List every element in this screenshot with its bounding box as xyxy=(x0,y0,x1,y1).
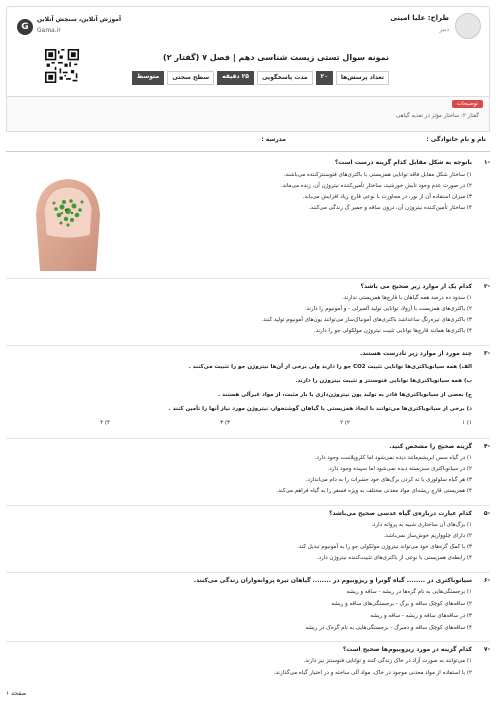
statement-a: الف) همه سیانوباکتری‌ها توانایی تثبیت CO2 جو را دارند ولی برخی از آن‌ها نیتروژن جو را تثبیت می‌کنند . xyxy=(188,364,472,370)
page-number: صفحه ۱ xyxy=(6,690,27,697)
question-divider xyxy=(6,438,490,439)
statement-d: د) برخی از سیانوباکتری‌ها می‌توانند با ایجاد همزیستی با گیاهان گوشتخوار، نیتروژن مورد نیاز آنها را تأمین کنند . xyxy=(168,406,472,412)
option-2[interactable]: ۲) ساقه‌های کوچک ساقه و برگ - برجستگی‌های ساقه و ریشه xyxy=(331,601,472,607)
meta-count-label: تعداد پرسش‌ها xyxy=(336,71,389,85)
student-name-label: نام و نام خانوادگی : xyxy=(426,136,486,143)
option-3[interactable]: ۳) میزان استفاده آن از نور، در مجاورت با نوعی قارچ زیاد افزایش می‌یابد. xyxy=(302,194,472,200)
option-4[interactable]: ۴) رابطه‌ی همزیستی با نوعی از باکتری‌های تثبیت‌کننده نیتروژن دارد. xyxy=(316,555,472,561)
option-1[interactable]: ۱) در گیاه سس ابریشم‌مانند دیده نمی‌شود اما کلروپلاست وجود دارد. xyxy=(314,455,472,461)
question-number: ۲- xyxy=(483,283,490,290)
meta-count-value: ۲۰ xyxy=(316,71,333,85)
worksheet-header xyxy=(6,6,490,100)
question-number: ۴- xyxy=(483,443,490,450)
author-role: دبیر xyxy=(439,26,449,33)
choice-4[interactable]: ۴) ۴ xyxy=(100,420,110,426)
question-divider xyxy=(6,572,490,573)
brand-url: Gama.ir xyxy=(37,27,61,34)
meta-difficulty-value: متوسط xyxy=(132,71,164,85)
question-text: کدام عبارت درباره‌ی گیاه عدسی صحیح می‌باشد؟ xyxy=(328,510,472,517)
choice-2[interactable]: ۲) ۲ xyxy=(340,420,350,426)
chapter-line: گفتار ۲: ساختار مؤثر در تغذیه گیاهی xyxy=(396,113,479,119)
question-1 xyxy=(6,159,490,227)
author-name: طراح: علیا امینی xyxy=(390,14,449,22)
question-text: چند مورد از موارد زیر نادرست هستند. xyxy=(360,350,472,357)
question-number: ۵- xyxy=(483,510,490,517)
option-2[interactable]: ۲) در سیانوباکتری سبزبسته دیده نمی‌شود اما سپیده وجود دارد. xyxy=(327,466,472,472)
option-2[interactable]: ۲) در صورت عدم وجود تابش خورشید، ساختار تأمین‌کننده نیتروژن آن، زنده می‌ماند. xyxy=(280,183,472,189)
notes-box xyxy=(6,96,490,132)
question-5 xyxy=(6,510,490,570)
option-3[interactable]: ۳) باکتری‌های تیره‌رنگ ساعداشد باکتری‌های آمونیاک‌ساز می‌توانند یون‌های آمونیوم تولید کنند. xyxy=(261,317,472,323)
brand-name: آموزش آنلاین، سنجش آنلاین xyxy=(37,16,122,23)
question-2 xyxy=(6,283,490,343)
option-2[interactable]: ۲) دارای چلوواریم خوش‌ساز نمی‌باشد. xyxy=(383,533,472,539)
question-divider xyxy=(6,278,490,279)
option-4[interactable]: ۴) ساختار تأمین‌کننده نیتروژن آن، درون ساقه و جمبر گ زندگی می‌کنند. xyxy=(308,205,472,211)
question-divider xyxy=(6,641,490,642)
question-6 xyxy=(6,577,490,639)
option-1[interactable]: ۱) برجستگی‌هایی به نام گره‌ها در ریشه - ساقه و ریشه xyxy=(346,589,472,595)
option-4[interactable]: ۴) همزیستی قارچ ریشه‌ای مواد معدنی مختلف به ویژه فسفر را به گیاه فراهم می‌کند. xyxy=(276,488,472,494)
choice-3[interactable]: ۳) ۳ xyxy=(220,420,230,426)
option-1[interactable]: ۱) برگ‌های آن ساختاری شبیه به پروانه دارد. xyxy=(371,522,472,528)
question-number: ۱- xyxy=(483,159,490,166)
question-text: کدام گزینه در مورد ریزوبیوم‌ها صحیح است؟ xyxy=(342,646,472,653)
meta-difficulty-label: سطح سختی xyxy=(167,71,214,85)
choice-1[interactable]: ۱) ۱ xyxy=(462,420,472,426)
author-avatar xyxy=(455,13,481,39)
notes-tag: توضیحات xyxy=(452,100,483,108)
question-number: ۶- xyxy=(483,577,490,584)
statement-b: ب) همه سیانوباکتری‌ها توانایی فتوسنتز و تثبیت نیتروژن را دارند. xyxy=(295,378,472,384)
question-number: ۳- xyxy=(483,350,490,357)
meta-duration-value: ۲۵ دقیقه xyxy=(217,71,254,85)
meta-duration-label: مدت پاسخگویی xyxy=(257,71,313,85)
option-4[interactable]: ۴) باکتری‌ها همانند قارچ‌ها توانایی تثبیت نیتروژن مولکولی جو را دارند. xyxy=(313,328,472,334)
qr-code-icon xyxy=(45,49,79,83)
question-4 xyxy=(6,443,490,503)
option-1[interactable]: ۱) ساختار شکل مقابل فاقد توانایی همزیستی با باکتری‌های فتوسنتزکننده می‌باشند. xyxy=(283,172,472,178)
option-3[interactable]: ۳) در ساقه‌های ساقه و ریشه - ساقه و ریشه xyxy=(370,613,472,619)
question-divider xyxy=(6,505,490,506)
option-4[interactable]: ۴) ساقه‌های کوچک ساقه و دمبرگ - برجستگی‌هایی به نام گره‌ک در ریشه xyxy=(305,625,472,631)
option-2[interactable]: ۲) باکتری‌های همزیست با آزولا، توانایی تولید آلمیزلی - و آمونیوم را دارند. xyxy=(304,306,472,312)
question-number: ۷- xyxy=(483,646,490,653)
school-label: مدرسه : xyxy=(261,136,286,143)
statement-c: ج) بعضی از سیانوباکتری‌ها قادر به تولید یون نیتروژن‌داری یا بار مثبت، از مواد غیرآلی هستند . xyxy=(218,392,472,398)
question-3 xyxy=(6,350,490,436)
option-3[interactable]: ۳) با کمک گره‌های خود می‌تواند نیتروژن مولکولی جو را به آمونیوم تبدیل کند. xyxy=(297,544,472,550)
question-text: سیانوباکتری در ........ گیاه گونرا و ریزوبیوم در ........ گیاهان تیره پروانه‌واران زندگی می‌کنند. xyxy=(193,577,472,584)
worksheet-meta xyxy=(132,71,389,85)
question-7 xyxy=(6,646,490,686)
option-2[interactable]: ۲) با استفاده از مواد معدنی موجود در خاک، مواد آلی ساخته و در اختیار گیاه می‌گذارند. xyxy=(273,670,472,676)
option-1[interactable]: ۱) سدود ده درصد همه گیاهان با قارچ‌ها همزیستی ندارند. xyxy=(342,295,472,301)
question-text: کدام یک از موارد زیر صحیح می باشد؟ xyxy=(360,283,472,290)
question-text: باتوجه به شکل مقابل کدام گزینه درست است؟ xyxy=(334,159,472,166)
divider xyxy=(6,151,490,152)
question-divider xyxy=(6,345,490,346)
option-1[interactable]: ۱) می‌توانند به صورت آزاد در خاک زندگی کنند و توانایی فتوسنتز نیز دارند. xyxy=(303,658,472,664)
option-3[interactable]: ۳) هر گیاه سلولوزی با ته کردن برگ‌های خود حشرات را به دام می‌اندازد. xyxy=(305,477,472,483)
question-text: گزینه صحیح را مشخص کنید. xyxy=(389,443,472,450)
gama-logo-icon: G xyxy=(17,19,33,35)
page-title: نمونه سوال تستی زیست شناسی دهم | فصل ۷ (گفتار ۲) xyxy=(163,53,389,62)
